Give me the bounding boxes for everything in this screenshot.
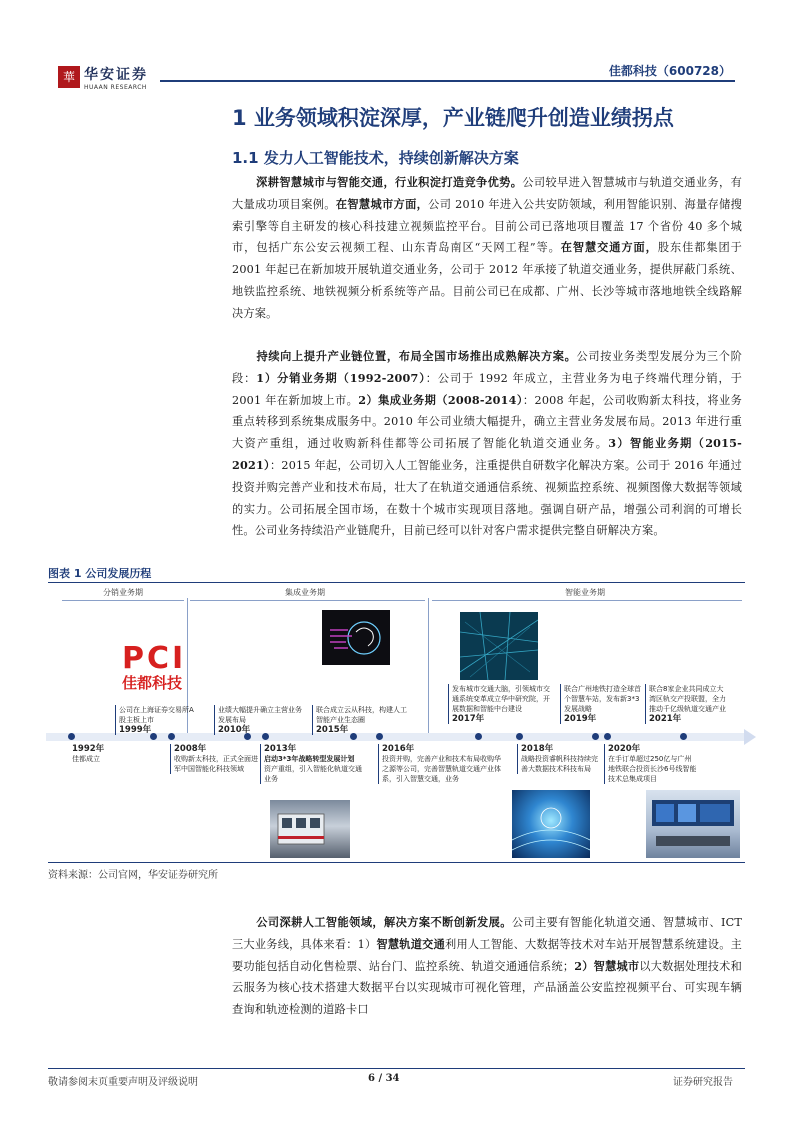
event-2019-text: 联合广州地铁打造全球首个智慧车站，发布新3*3发展战略: [564, 685, 641, 713]
huaan-logo-mark: 華: [58, 66, 80, 88]
event-1999-year: 1999年: [119, 725, 152, 735]
p1-bold-2: 在智慧城市方面，: [335, 196, 429, 211]
p3-bold-3: 2）智慧城市: [574, 958, 640, 973]
section-title: 1 业务领域积淀深厚，产业链爬升创造业绩拐点: [232, 106, 674, 130]
event-2008-text: 收购新太科技，正式全面进军中国智能化科技领域: [174, 755, 258, 773]
event-2013-note: 资产重组，引入智能化轨道交通业务: [264, 765, 362, 783]
event-2020-text: 在手订单超过250亿与广州地铁联合投资长沙6号线智能技术总集成项目: [608, 755, 697, 783]
footer-divider: [48, 1068, 745, 1069]
event-1999: [115, 705, 199, 735]
phase-separator-2: [428, 598, 429, 733]
event-2020: [604, 744, 698, 784]
event-2017-text: 发布城市交通大脑，引领城市交通系统变革成立华中研究院，开展数据和智能中台建设: [452, 685, 550, 713]
paragraph-3: [232, 912, 742, 1021]
p2-bold-4: 3）智能业务期（2015-2021）: [232, 436, 742, 472]
timeline-dot: [475, 733, 482, 740]
ai-brain-graphic: [322, 610, 390, 665]
event-1992: [72, 744, 132, 764]
timeline-dot: [604, 733, 611, 740]
event-2021: [645, 684, 729, 724]
event-2021-year: 2021年: [649, 714, 682, 724]
event-2013-text: 启动3*3年战略转型发展计划: [264, 755, 355, 763]
control-center-photo: [646, 790, 740, 858]
p3-text-2: 利用人工智能、大数据等技术对车站开展智慧系统建设。主要功能包括自动化售检票、站台门、监控系统、轨道交通通信系统；: [232, 937, 743, 973]
timeline-dot: [516, 733, 523, 740]
event-2013-year: 2013年: [264, 744, 297, 754]
p1-text-2: 公司 2010 年进入公共安防领域，利用智能识别、海量存储搜索引擎等自主研发的核心科技建立视频监控平台。目前公司已落地项目覆盖 17 个省份 40 多个城市，包括广东公安云视频工程、山东青岛南区“天网工程”等。: [232, 197, 742, 255]
huaan-logo-subtext: HUAAN RESEARCH: [84, 84, 147, 91]
p3-bold-1: 公司深耕人工智能领域，解决方案不断创新发展。: [256, 915, 512, 929]
p1-text-1: 公司较早进入智慧城市与轨道交通业务，有大量成功项目案例。: [232, 176, 742, 211]
ai-brain-image: [322, 610, 390, 665]
event-2010-text: 业绩大幅提升确立主营业务发展布局: [218, 706, 302, 724]
figure-source: 资料来源：公司官网，华安证券研究所: [48, 870, 218, 881]
p1-bold-3: 在智慧交通方面，: [560, 240, 658, 255]
figure-top-divider: [48, 582, 745, 583]
p3-bold-2: 智慧轨道交通: [376, 936, 446, 951]
event-1992-text: 佳都成立: [72, 755, 100, 763]
event-2015: [312, 705, 411, 735]
event-2016-year: 2016年: [382, 744, 415, 754]
p1-bold-1: 深耕智慧城市与智能交通，行业积淀打造竞争优势。: [256, 175, 523, 189]
event-2016-text: 投资并购，完善产业和技术布局收购华之源等公司，完善智慧轨道交通产业体系，引入智慧交通，业务: [382, 755, 501, 783]
event-2010: [214, 705, 306, 735]
pci-logo-name: 佳都科技: [122, 674, 183, 692]
event-2015-year: 2015年: [316, 725, 349, 735]
subsection-title: 1.1 发力人工智能技术，持续创新解决方案: [232, 149, 519, 167]
paragraph-2: [232, 346, 742, 542]
phase-label-distribution: 分销业务期: [103, 588, 143, 597]
event-2021-text: 联合8家企业共同成立大湾区轨交产投联盟，全力推动千亿级轨道交通产业: [649, 685, 726, 713]
ai-face-graphic: [512, 790, 590, 858]
event-2017-year: 2017年: [452, 714, 485, 724]
p3-text-3: 以大数据处理技术和云服务为核心技术搭建大数据平台以实现城市可视化管理，产品涵盖公安监控视频平台、可实现车辆查询和轨迹检测的道路卡口: [232, 959, 742, 1017]
huaan-logo-text: 华安证券: [84, 67, 148, 83]
pci-logo-mark: PCI: [122, 641, 187, 676]
footer-report-type: 证券研究报告: [673, 1077, 733, 1088]
p2-text-1: 公司按业务类型发展分为三个阶段：: [232, 350, 742, 385]
control-center-graphic: [646, 790, 740, 858]
p2-bold-3: 2）集成业务期（2008-2014）: [358, 392, 523, 407]
p2-text-4: ：2015 年起，公司切入人工智能业务，注重提供自研数字化解决方案。公司于 2016 年通过投资并购完善产业和技术布局，壮大了在轨道交通通信系统、视频监控系统、视频图像大数据等领域的实力。公司拓展全国市场，在数十个城市实现项目落地。强调自研产品，增强公司利润的可增长性。公司业务持续沿产业链爬升，目前已经可以针对客户需求提供完整自研解决方案。: [232, 458, 742, 538]
footer-disclaimer: 敬请参阅末页重要声明及评级说明: [48, 1077, 198, 1088]
figure-title: 图表 1 公司发展历程: [48, 567, 152, 580]
timeline-dot: [592, 733, 599, 740]
city-map-image: [460, 612, 538, 680]
event-2019-year: 2019年: [564, 714, 597, 724]
header-divider: [160, 80, 735, 82]
p2-bold-1: 持续向上提升产业链位置，布局全国市场推出成熟解决方案。: [256, 349, 577, 363]
event-2008-year: 2008年: [174, 744, 207, 754]
timeline-arrow-head: [744, 729, 756, 745]
event-2008: [170, 744, 259, 774]
phase-bracket-1: [62, 600, 184, 607]
phase-bracket-2: [190, 600, 425, 607]
pci-logo: [122, 641, 187, 692]
event-2016: [378, 744, 507, 784]
event-2019: [560, 684, 644, 724]
timeline-dot: [680, 733, 687, 740]
p1-text-3: 股东佳都集团于 2001 年起已在新加坡开展轨道交通业务，公司于 2012 年承接了轨道交通业务，提供屏蔽门系统、地铁监控系统、地铁视频分析系统等产品。目前公司已在成都、广州、长沙等城市落地地铁全线路解决方案。: [232, 241, 742, 320]
figure-bottom-divider: [48, 862, 745, 863]
phase-label-intelligent: 智能业务期: [565, 588, 605, 597]
phase-label-integration: 集成业务期: [285, 588, 325, 597]
timeline-dot: [68, 733, 75, 740]
event-2020-year: 2020年: [608, 744, 641, 754]
p3-text-1: 公司主要有智能化轨道交通、智慧城市、ICT 三大业务线，具体来看：1）: [232, 916, 742, 951]
subway-train-photo: [270, 800, 350, 858]
p2-text-3: ：2008 年起，公司收购新太科技，将业务重点转移到系统集成服务中。2010 年公司业绩大幅提升，确立主营业务发展布局。2013 年进行重大资产重组，通过收购新科佳都等公司拓展了智能化轨道交通业务。: [232, 393, 742, 451]
event-2013: [260, 744, 364, 784]
event-2017: [448, 684, 554, 724]
event-2018-text: 战略投资睿帆科技持续完善大数据技术科技布局: [521, 755, 598, 773]
page-number: 6 / 34: [368, 1073, 400, 1084]
city-map-graphic: [460, 612, 538, 680]
phase-bracket-3: [432, 600, 742, 607]
event-2010-year: 2010年: [218, 725, 251, 735]
event-2018: [517, 744, 601, 774]
ai-face-photo: [512, 790, 590, 858]
p2-bold-2: 1）分销业务期（1992-2007）: [256, 370, 426, 385]
event-2015-text: 联合成立云从科技，构建人工智能产业生态圈: [316, 706, 407, 724]
paragraph-1: [232, 172, 742, 325]
subway-train-graphic: [270, 800, 350, 858]
event-1999-text: 公司在上海证券交易所A股主板上市: [119, 706, 194, 724]
event-2018-year: 2018年: [521, 744, 554, 754]
p2-text-2: ：公司于 1992 年成立，主营业务为电子终端代理分销，于 2001 年在新加坡上市。: [232, 371, 743, 407]
company-ticker: 佳都科技（600728）: [608, 64, 731, 78]
event-1992-year: 1992年: [72, 744, 105, 754]
